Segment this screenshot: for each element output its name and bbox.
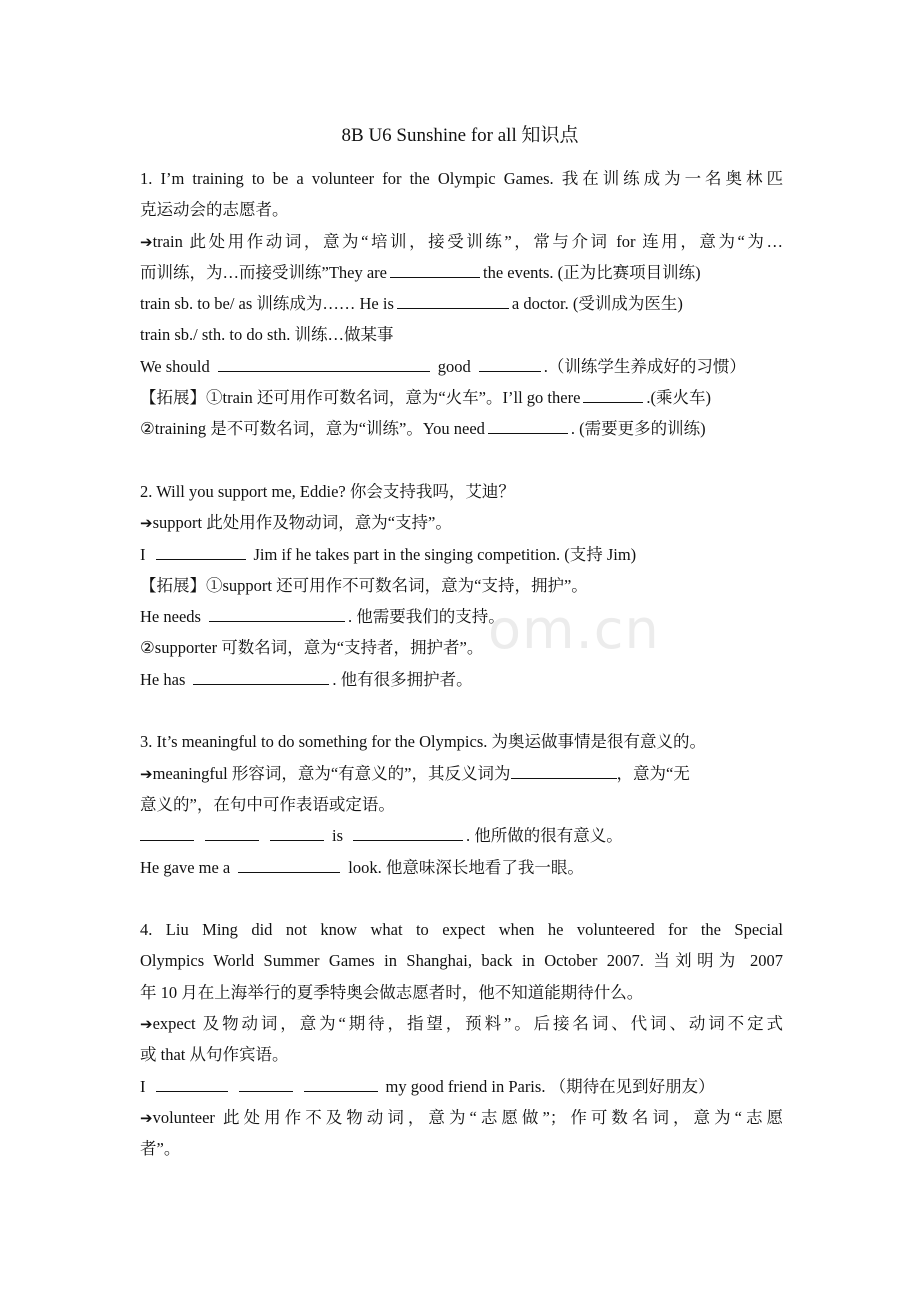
fill-blank[interactable] xyxy=(205,822,259,841)
spacer xyxy=(140,695,783,726)
fill-blank[interactable] xyxy=(156,1073,228,1092)
s2-line-3: I Jim if he takes part in the singing competition. (支持 Jim) xyxy=(140,539,783,570)
document-body xyxy=(140,163,783,1165)
s2-line-6: ②supporter 可数名词，意为“支持者，拥护者”。 xyxy=(140,638,484,658)
fill-blank[interactable] xyxy=(193,666,329,685)
s3-line-1: 3. It’s meaningful to do something for the Olympics. 为奥运做事情是很有意义的。 xyxy=(140,732,706,752)
s1-line-3: ➔train 此处用作动词，意为“培训，接受训练”，常与介词 for 连用，意为“为… xyxy=(140,231,783,251)
document-title: 8B U6 Sunshine for all 知识点 xyxy=(341,125,579,146)
arrow-icon: ➔ xyxy=(140,764,153,783)
s4-line-1: 4. Liu Ming did not know what to expect when he volunteered for the Special xyxy=(140,920,783,940)
s1-line-8: 【拓展】①train 还可用作可数名词，意为“火车”。I’ll go there .(乘火车) xyxy=(140,382,783,413)
watermark: om.cn xyxy=(488,598,660,661)
spacer xyxy=(140,445,783,476)
s1-line-9: ②training 是不可数名词，意为“训练”。You need . (需要更多的训练) xyxy=(140,413,783,444)
arrow-icon: ➔ xyxy=(140,514,153,533)
fill-blank[interactable] xyxy=(488,415,568,434)
fill-blank[interactable] xyxy=(390,259,480,278)
s4-line-6: I my good friend in Paris. （期待在见到好朋友） xyxy=(140,1071,783,1102)
s4-line-7: ➔volunteer 此处用作不及物动词，意为“志愿做”；作可数名词，意为“志愿 xyxy=(140,1107,783,1127)
s3-line-2: ➔meaningful 形容词，意为“有意义的”，其反义词为 ，意为“无 xyxy=(140,758,783,789)
s1-line-7: We should good .（训练学生养成好的习惯） xyxy=(140,351,783,382)
s4-line-4: ➔expect 及物动词，意为“期待，指望，预料”。后接名词、代词、动词不定式 xyxy=(140,1014,783,1034)
s3-line-3: 意义的”，在句中可作表语或定语。 xyxy=(140,794,395,814)
fill-blank[interactable] xyxy=(511,760,617,779)
s3-line-5: He gave me a look. 他意味深长地看了我一眼。 xyxy=(140,852,783,883)
fill-blank[interactable] xyxy=(397,290,509,309)
s1-line-5: train sb. to be/ as 训练成为…… He is a doctor. (受训成为医生) xyxy=(140,288,783,319)
arrow-icon: ➔ xyxy=(140,1015,153,1034)
s2-line-1: 2. Will you support me, Eddie? 你会支持我吗，艾迪？ xyxy=(140,481,515,501)
fill-blank[interactable] xyxy=(304,1073,378,1092)
s2-line-4: 【拓展】①support 还可用作不可数名词，意为“支持，拥护”。 xyxy=(140,575,588,595)
fill-blank[interactable] xyxy=(479,353,541,372)
s4-line-8: 者”。 xyxy=(140,1139,181,1159)
s1-line-4: 而训练，为…而接受训练”They are the events. (正为比赛项目训练) xyxy=(140,257,783,288)
s4-line-2: Olympics World Summer Games in Shanghai, back in October 2007. 当刘明为 2007 xyxy=(140,951,783,971)
fill-blank[interactable] xyxy=(353,822,463,841)
arrow-icon: ➔ xyxy=(140,1108,153,1127)
s3-line-4: is . 他所做的很有意义。 xyxy=(140,820,783,851)
s1-line-2: 克运动会的志愿者。 xyxy=(140,200,289,220)
s4-line-5: 或 that 从句作宾语。 xyxy=(140,1045,289,1065)
fill-blank[interactable] xyxy=(218,353,430,372)
s4-line-3: 年 10 月在上海举行的夏季特奥会做志愿者时，他不知道能期待什么。 xyxy=(140,982,644,1002)
fill-blank[interactable] xyxy=(270,822,324,841)
fill-blank[interactable] xyxy=(583,384,643,403)
s2-line-2: ➔support 此处用作及物动词，意为“支持”。 xyxy=(140,513,452,533)
s2-line-7: He has . 他有很多拥护者。 xyxy=(140,664,783,695)
fill-blank[interactable] xyxy=(238,854,340,873)
arrow-icon: ➔ xyxy=(140,232,153,251)
fill-blank[interactable] xyxy=(156,541,246,560)
fill-blank[interactable] xyxy=(239,1073,293,1092)
fill-blank[interactable] xyxy=(209,603,345,622)
s1-line-1: 1. I’m training to be a volunteer for the Olympic Games. 我在训练成为一名奥林匹 xyxy=(140,169,783,188)
s1-line-6: train sb./ sth. to do sth. 训练…做某事 xyxy=(140,325,394,345)
s2-line-5: He needs . 他需要我们的支持。 xyxy=(140,601,783,632)
fill-blank[interactable] xyxy=(140,822,194,841)
spacer xyxy=(140,883,783,914)
